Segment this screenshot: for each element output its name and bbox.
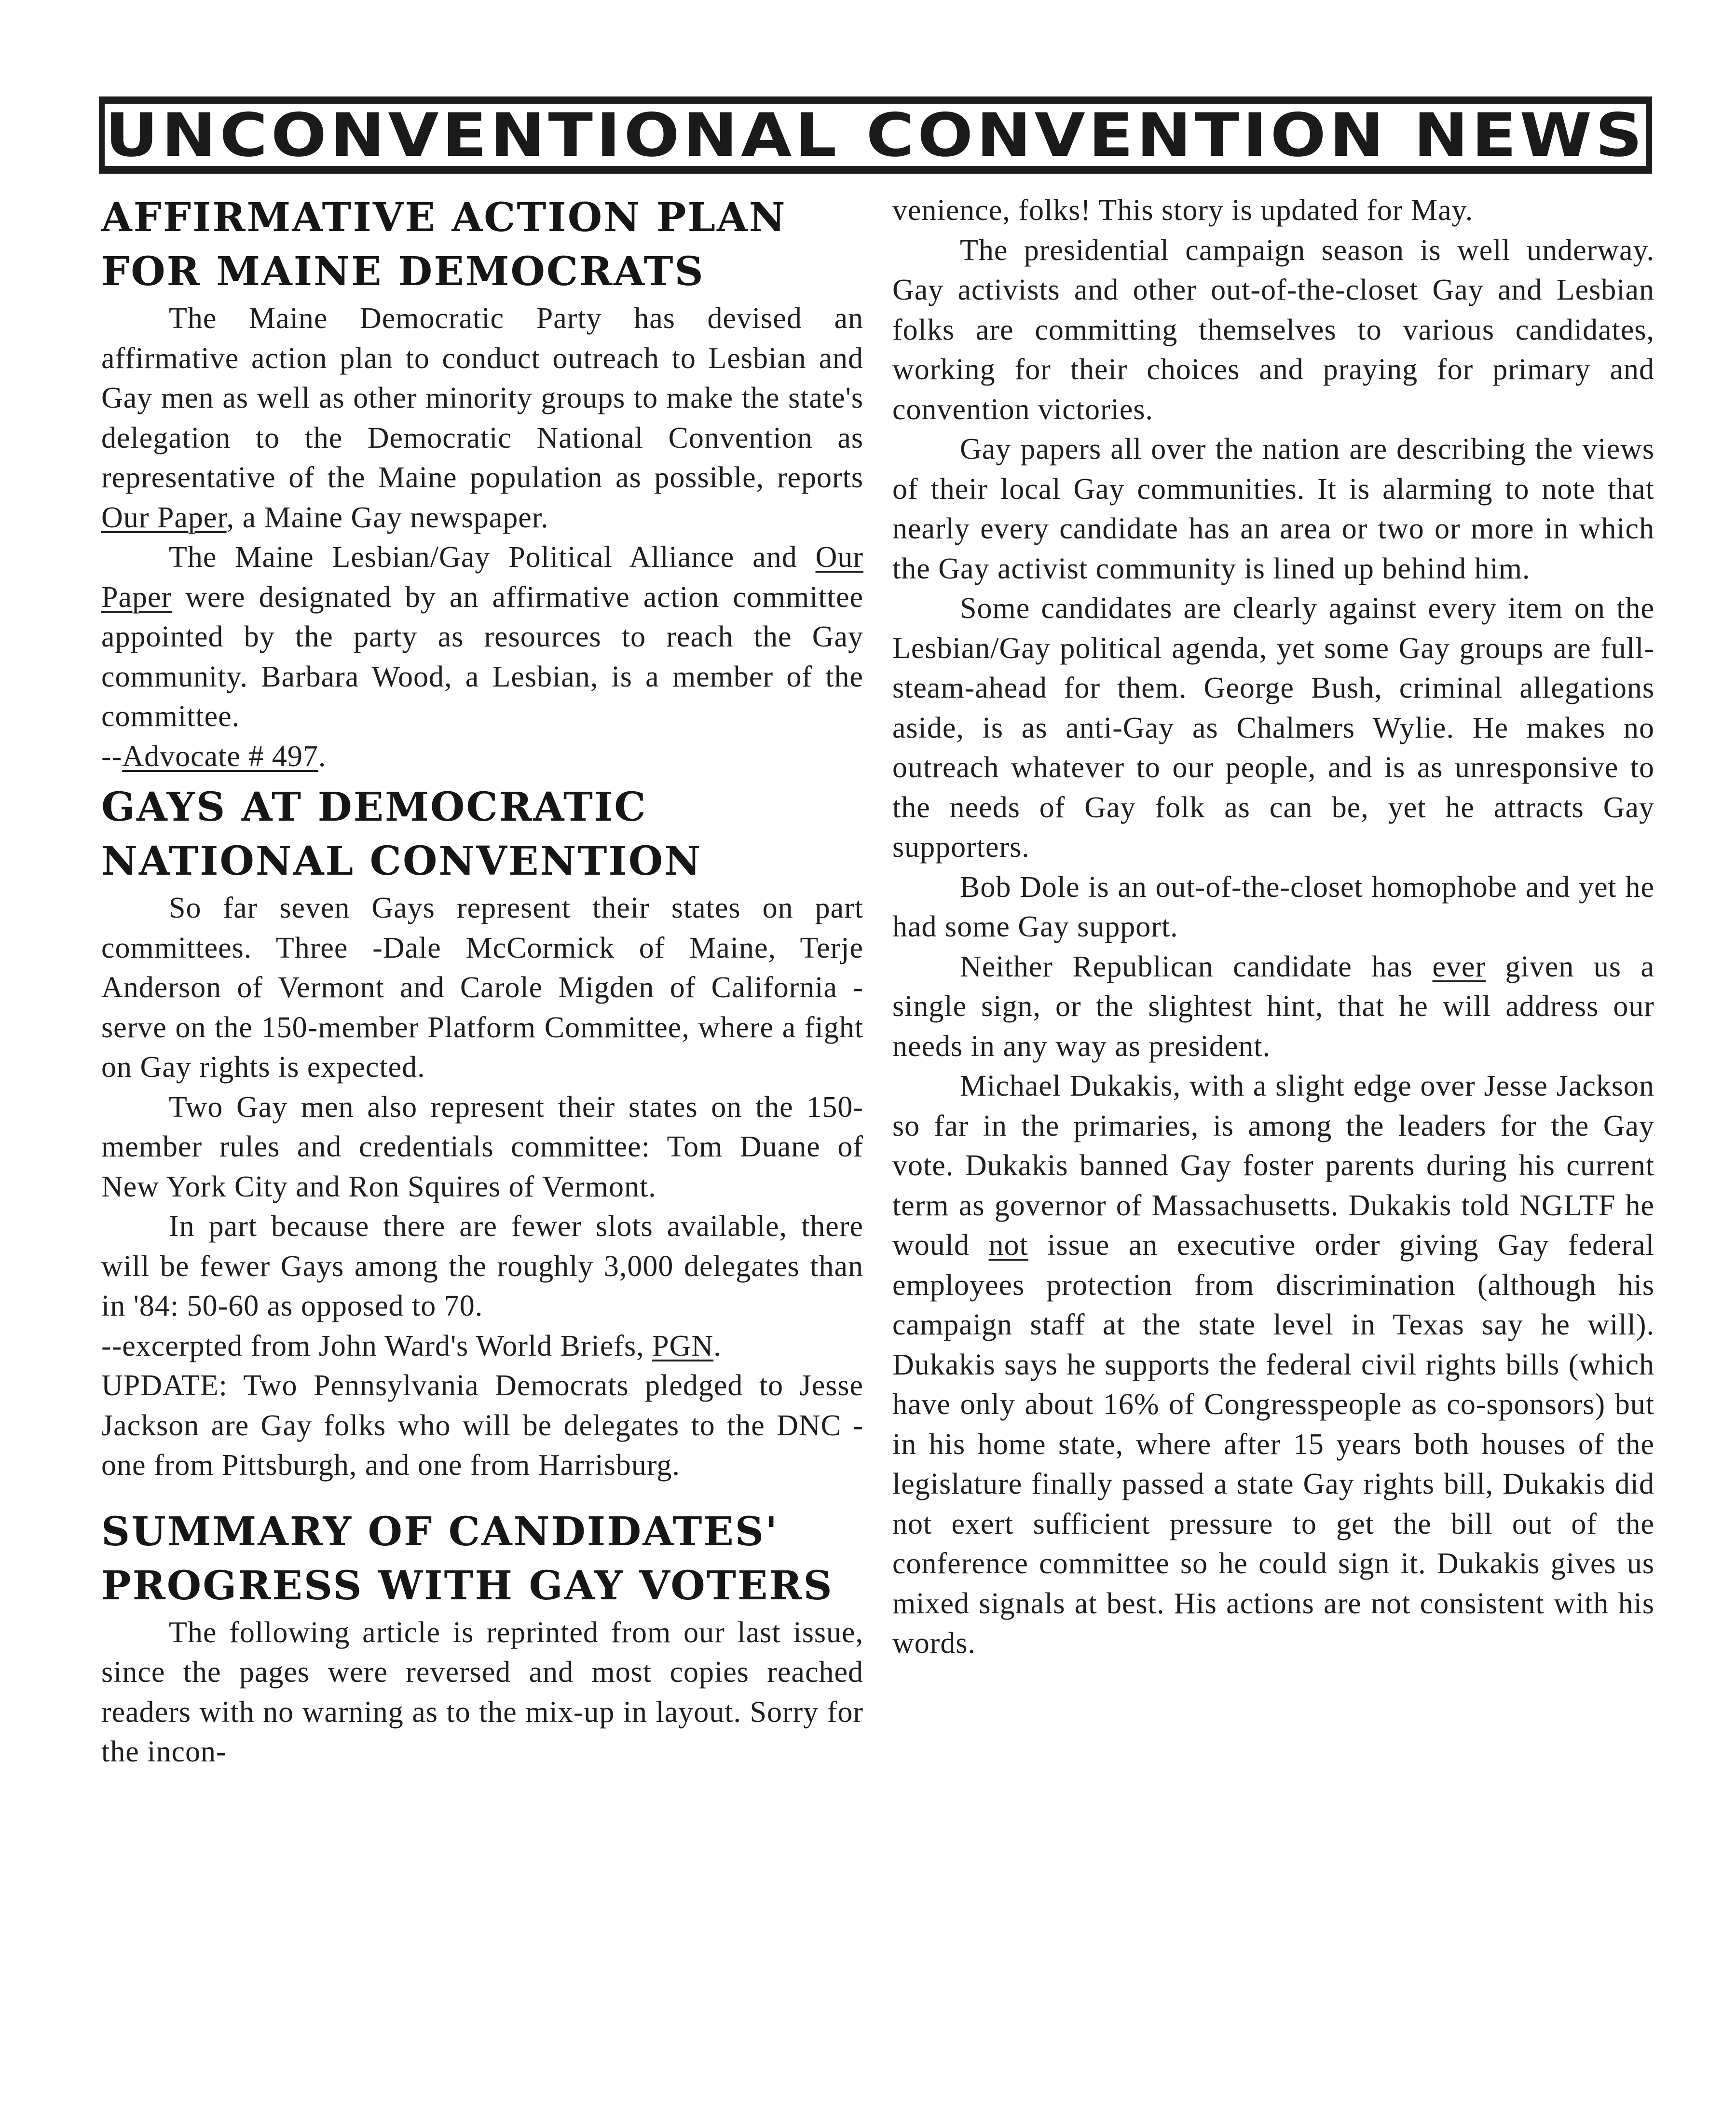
publication-link: Our Paper	[101, 501, 227, 534]
banner-title: UNCONVENTIONAL CONVENTION NEWS	[105, 100, 1646, 170]
emphasis: ever	[1432, 950, 1486, 983]
publication-link: Our Paper	[101, 541, 863, 614]
update-note: UPDATE: Two Pennsylvania Democrats pledged to Jesse Jackson are Gay folks who will be delegates to the DNC - one from Pittsburgh, and one from Harrisburg.	[101, 1369, 863, 1482]
left-column	[101, 191, 863, 1772]
paragraph: Bob Dole is an out-of-the-closet homophobe and yet he had some Gay support.	[892, 870, 1654, 943]
paragraph: In part because there are fewer slots available, there will be fewer Gays among the roughly 3,000 delegates than in '84: 50-60 as opposed to 70.	[101, 1210, 863, 1322]
paragraph: The following article is reprinted from our last issue, since the pages were reversed and most copies reached readers with no warning as to the mix-up in layout. Sorry for the incon-	[101, 1616, 863, 1768]
paragraph: Two Gay men also represent their states on the 150-member rules and credentials committee: Tom Duane of New York City and Ron Squires of Vermont.	[101, 1090, 863, 1203]
paragraph: So far seven Gays represent their states on part committees. Three -Dale McCormick of Maine, Terje Anderson of Vermont and Carole Migden of California - serve on the 150-member Platform Committee, where a fight on Gay rights is expected.	[101, 892, 863, 1084]
paragraph: Neither Republican candidate has ever given us a single sign, or the slightest hint, that he will address our needs in any way as president.	[892, 950, 1655, 1063]
headline-affirmative-action: AFFIRMATIVE ACTION PLAN FOR MAINE DEMOCRATS	[101, 194, 787, 295]
paragraph: Michael Dukakis, with a slight edge over Jesse Jackson so far in the primaries, is among the leaders for the Gay vote. Dukakis banned Gay foster parents during his current term as governor of Massachusetts. Dukakis told NGLTF he would not issue an executive order giving Gay federal employees protection from discrimination (although his campaign staff at the state level in Texas say he will). Dukakis says he supports the federal civil rights bills (which have only about 16% of Congresspeople as co-sponsors) but in his home state, where after 15 years both houses of the legislature finally passed a state Gay rights bill, Dukakis did not exert sufficient pressure to get the bill out of the conference committee so he could sign it. Dukakis gives us mixed signals at best. His actions are not consistent with his words.	[892, 1070, 1654, 1660]
section-banner	[99, 96, 1652, 174]
paragraph-continued: venience, folks! This story is updated for May.	[892, 194, 1474, 227]
source-link: Advocate # 497	[122, 740, 318, 773]
paragraph: The Maine Lesbian/Gay Political Alliance and Our Paper were designated by an affirmative action committee appointed by the party as resources to reach the Gay community. Barbara Wood, a Lesbian, is a member of the committee.	[101, 541, 863, 733]
source-credit: --Advocate # 497.	[101, 740, 327, 773]
article-affirmative-action	[101, 191, 863, 776]
paragraph: The Maine Democratic Party has devised an affirmative action plan to conduct outreach to Lesbian and Gay men as well as other minority groups to make the state's delegation to the Democratic National Convention as representative of the Maine population as possible, reports Our Paper, a Maine Gay newspaper.	[101, 302, 863, 534]
paragraph: Some candidates are clearly against every item on the Lesbian/Gay political agenda, yet some Gay groups are full-steam-ahead for them. George Bush, criminal allegations aside, is as anti-Gay as Chalmers Wylie. He makes no outreach whatever to our people, and is as unresponsive to the needs of Gay folk as can be, yet he attracts Gay supporters.	[892, 592, 1654, 864]
headline-gays-at-dnc: GAYS AT DEMOCRATIC NATIONAL CONVENTION	[101, 784, 702, 884]
article-summary-candidates	[101, 1505, 863, 1772]
paragraph: The presidential campaign season is well underway. Gay activists and other out-of-the-closet Gay and Lesbian folks are committing themselves to various candidates, working for their choices and praying for primary and convention victories.	[892, 234, 1654, 426]
source-credit: --excerpted from John Ward's World Briefs, PGN.	[101, 1329, 722, 1362]
headline-summary-candidates: SUMMARY OF CANDIDATES' PROGRESS WITH GAY VOTERS	[101, 1508, 834, 1609]
right-column	[892, 191, 1654, 1663]
paragraph: Gay papers all over the nation are describing the views of their local Gay communities. It is alarming to note that nearly every candidate has an area or two or more in which the Gay activist community is lined up behind him.	[892, 433, 1654, 585]
source-link: PGN	[652, 1329, 714, 1362]
emphasis: not	[988, 1229, 1028, 1262]
article-gays-at-dnc	[101, 780, 863, 1485]
